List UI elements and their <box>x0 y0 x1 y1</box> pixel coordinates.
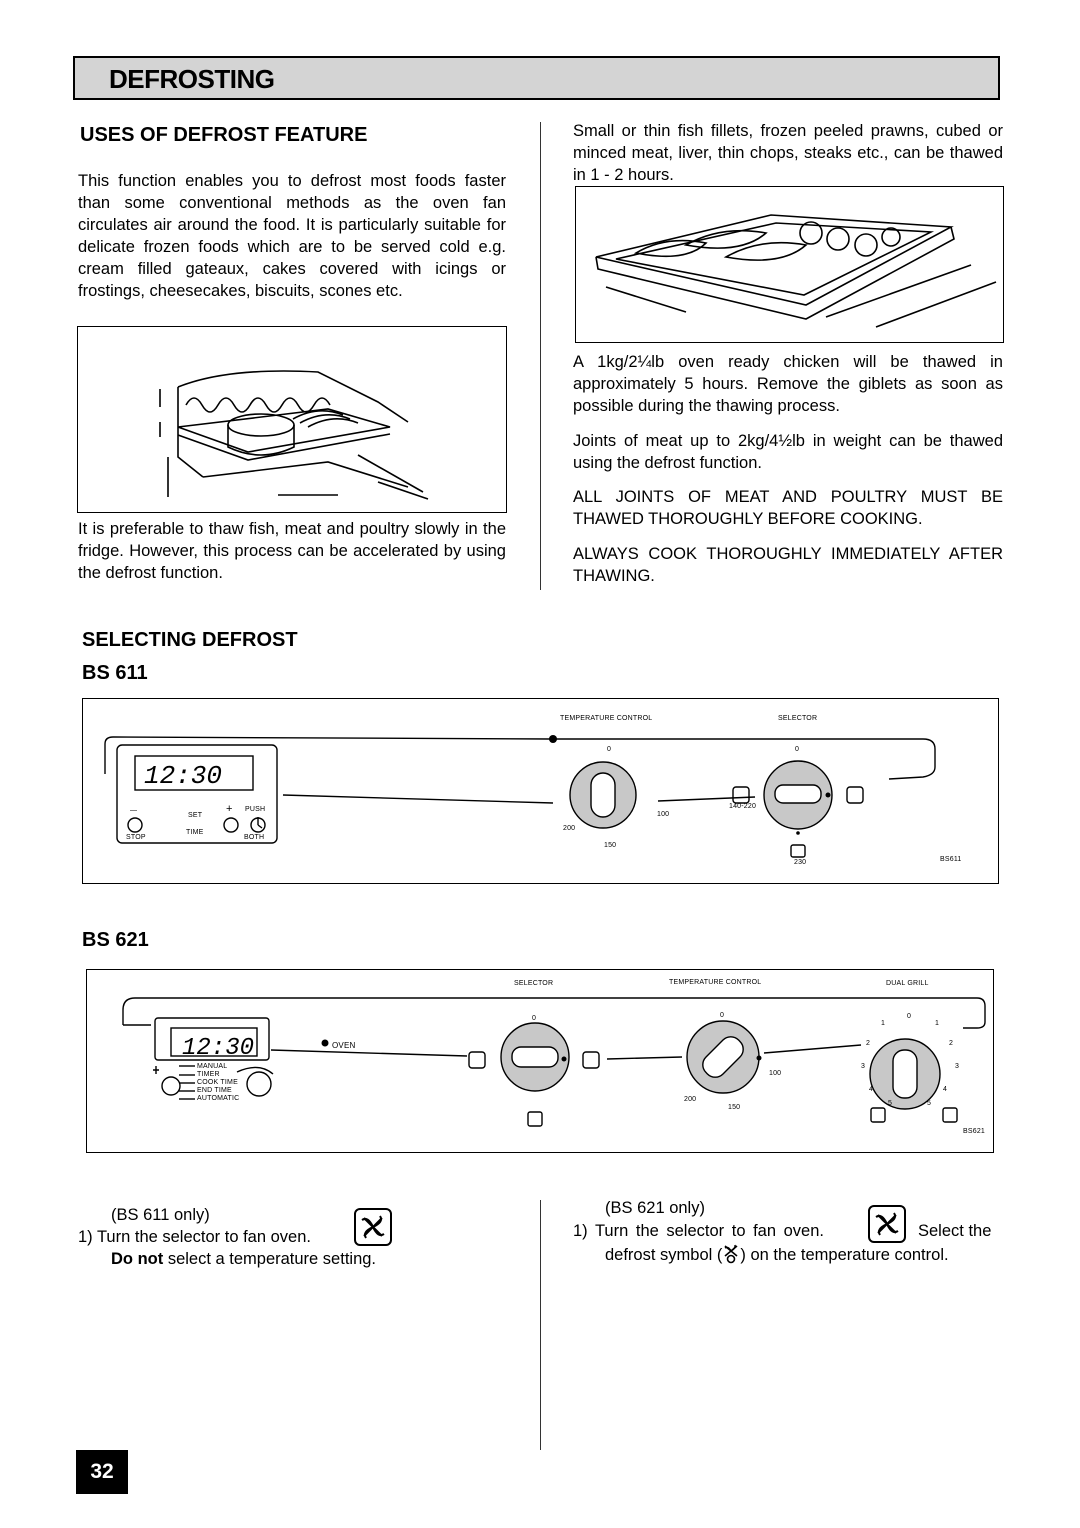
warning-cook-immediately: ALWAYS COOK THOROUGHLY IMMEDIATELY AFTER THAWING. <box>573 545 1003 585</box>
column-divider <box>540 122 541 590</box>
do-not-emphasis: Do not <box>111 1250 164 1268</box>
fish-tray-illustration <box>575 186 1004 343</box>
bs621-mode-end-time: END TIME <box>197 1087 232 1094</box>
bs621-sel-0: 0 <box>532 1015 537 1022</box>
bs621-grill-5-left: 5 <box>888 1100 893 1107</box>
bs621-grill-4-right: 4 <box>943 1086 948 1093</box>
fan-oven-icon-2 <box>868 1205 906 1243</box>
bs611-temp-200: 200 <box>563 825 576 832</box>
defrost-text-after: ) on the temperature control. <box>740 1246 949 1264</box>
bottom-column-divider <box>540 1200 541 1450</box>
bs621-mode-automatic: AUTOMATIC <box>197 1095 240 1102</box>
bs611-step-1-note <box>111 1250 376 1269</box>
bs621-grill-2-right: 2 <box>949 1040 954 1047</box>
bs621-temp-100: 100 <box>769 1070 782 1077</box>
uses-heading: USES OF DEFROST FEATURE <box>80 124 368 146</box>
bs621-control-panel <box>86 969 994 1153</box>
bs621-label: BS 621 <box>82 929 149 951</box>
bs611-clock-display: 12:30 <box>144 761 223 791</box>
bs621-mode-manual: MANUAL <box>197 1063 228 1070</box>
fan-oven-icon <box>354 1208 392 1246</box>
bs611-both-label: BOTH <box>244 834 265 841</box>
fish-tray-drawing <box>576 187 1002 341</box>
oven-shelf-illustration <box>77 326 507 513</box>
bs621-grill-3-left: 3 <box>861 1063 866 1070</box>
bs611-temp-100: 100 <box>657 811 670 818</box>
bs621-grill-1-left: 1 <box>881 1020 886 1027</box>
bs611-push-button[interactable]: PUSH <box>245 806 266 813</box>
defrost-icon <box>722 1244 740 1264</box>
bs621-step-1: 1) Turn the selector to fan oven. <box>573 1222 824 1240</box>
bs621-mode-timer: TIMER <box>197 1071 220 1078</box>
bs621-only-title: (BS 621 only) <box>605 1199 705 1217</box>
bs611-sel-range: 140-220 <box>729 803 757 810</box>
bs611-selector-label: SELECTOR <box>778 715 818 722</box>
bs621-step-1-defrost <box>605 1244 949 1265</box>
bs621-grill-0: 0 <box>907 1013 912 1020</box>
bs611-step-1-note-rest: select a temperature setting. <box>163 1250 377 1268</box>
fridge-note-text: It is preferable to thaw fish, meat and poultry slowly in the fridge. However, this process can be accelerated by using the defrost function. <box>78 520 506 582</box>
page-number: 32 <box>76 1450 128 1494</box>
selecting-heading: SELECTING DEFROST <box>82 629 298 651</box>
bs621-temp-200: 200 <box>684 1096 697 1103</box>
bs621-grill-label: DUAL GRILL <box>886 980 929 987</box>
bs611-step-1: 1) Turn the selector to fan oven. <box>78 1228 311 1246</box>
page-title: DEFROSTING <box>109 64 275 94</box>
bs621-temp-0: 0 <box>720 1012 725 1019</box>
bs611-panel-drawing <box>83 699 998 883</box>
oven-shelf-drawing <box>78 327 505 511</box>
bs621-oven-label: OVEN <box>332 1041 356 1050</box>
section-banner <box>73 56 1000 100</box>
bs621-temp-150: 150 <box>728 1104 741 1111</box>
bs621-model-label: BS621 <box>963 1128 986 1135</box>
fish-thaw-text: Small or thin fish fillets, frozen peeled prawns, cubed or minced meat, liver, thin chops, steaks etc., can be thawed in 1 - 2 hours. <box>573 122 1003 184</box>
bs611-only-title: (BS 611 only) <box>111 1206 210 1224</box>
bs611-set-button[interactable]: SET <box>188 812 203 819</box>
bs611-control-panel <box>82 698 999 884</box>
bs611-time-label: TIME <box>186 829 204 836</box>
uses-intro-text: This function enables you to defrost most foods faster than some conventional methods as the oven fan circulates air around the food. It is particularly suitable for delicate frozen foods which are to be served cold e.g. cream filled gateaux, cakes covered with icings or frostings, cheesecakes, biscuits, scones etc. <box>78 172 506 300</box>
bs621-selector-label: SELECTOR <box>514 980 554 987</box>
bs621-grill-3-right: 3 <box>955 1063 960 1070</box>
bs611-plus-button[interactable]: + <box>226 803 233 815</box>
bs621-step-1-select: Select the <box>918 1222 992 1240</box>
warning-thaw-thoroughly: ALL JOINTS OF MEAT AND POULTRY MUST BE THAWED THOROUGHLY BEFORE COOKING. <box>573 488 1003 528</box>
bs611-temperature-label: TEMPERATURE CONTROL <box>560 715 653 722</box>
bs611-temp-0: 0 <box>607 746 612 753</box>
bs621-mode-cook-time: COOK TIME <box>197 1079 238 1086</box>
bs621-grill-4-left: 4 <box>869 1086 874 1093</box>
bs611-sel-230: 230 <box>794 859 807 866</box>
bs611-stop-label: STOP <box>126 834 146 841</box>
bs621-grill-2-left: 2 <box>866 1040 871 1047</box>
defrost-text-before: defrost symbol ( <box>605 1246 723 1264</box>
chicken-thaw-text: A 1kg/2¼lb oven ready chicken will be thawed in approximately 5 hours. Remove the giblets as soon as possible during the thawing process. <box>573 353 1003 415</box>
bs621-temperature-label: TEMPERATURE CONTROL <box>669 979 762 986</box>
bs611-model-label: BS611 <box>940 856 962 863</box>
bs621-grill-1-right: 1 <box>935 1020 940 1027</box>
bs621-panel-drawing <box>87 970 993 1152</box>
bs611-minus-button[interactable]: — <box>130 807 138 814</box>
bs611-temp-150: 150 <box>604 842 617 849</box>
bs611-label: BS 611 <box>82 662 148 684</box>
bs621-clock-display: 12:30 <box>182 1035 255 1062</box>
joints-thaw-text: Joints of meat up to 2kg/4½lb in weight can be thawed using the defrost function. <box>573 432 1003 472</box>
bs621-grill-5-right: 5 <box>927 1100 932 1107</box>
bs611-sel-0: 0 <box>795 746 800 753</box>
